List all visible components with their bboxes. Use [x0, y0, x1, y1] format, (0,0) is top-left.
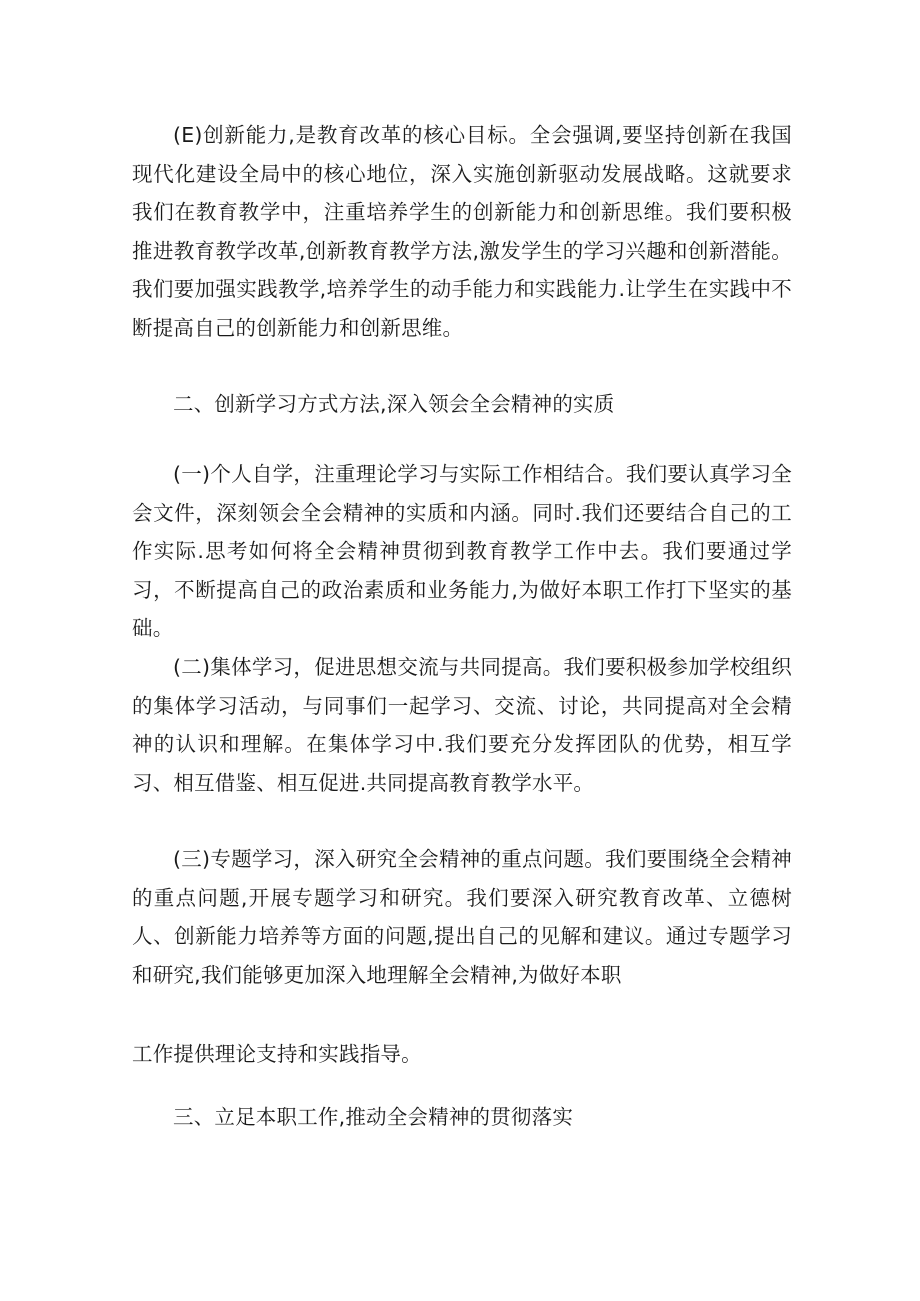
paragraph-topic-study: (三)专题学习，深入研究全会精神的重点问题。我们要围绕全会精神的重点问题,开展专题学习和研究。我们要深入研究教育改革、立德树人、创新能力培养等方面的问题,提出自己的见解和建议。通过专题学习和研究,我们能够更加深入地理解全会精神,为做好本职	[132, 847, 792, 987]
section-heading-2: 二、创新学习方式方法,深入领会全会精神的实质	[173, 392, 615, 416]
paragraph-innovation-ability: (E)创新能力,是教育改革的核心目标。全会强调,要坚持创新在我国现代化建设全局中的核心地位，深入实施创新驱动发展战略。这就要求我们在教育教学中，注重培养学生的创新能力和创新思维。我们要积极推进教育教学改革,创新教育教学方法,激发学生的学习兴趣和创新潜能。我们要加强实践教学,培养学生的动手能力和实践能力.让学生在实践中不断提高自己的创新能力和创新思维。	[132, 123, 792, 340]
paragraph-group-study: (二)集体学习，促进思想交流与共同提高。我们要积极参加学校组织的集体学习活动，与同事们一起学习、交流、讨论，共同提高对全会精神的认识和理解。在集体学习中.我们要充分发挥团队的优势，相互学习、相互借鉴、相互促进.共同提高教育教学水平。	[132, 655, 792, 795]
paragraph-self-study: (一)个人自学，注重理论学习与实际工作相结合。我们要认真学习全会文件，深刻领会全会精神的实质和内涵。同时.我们还要结合自己的工作实际.思考如何将全会精神贯彻到教育教学工作中去。我们要通过学习，不断提高自己的政治素质和业务能力,为做好本职工作打下坚实的基础。	[132, 462, 792, 640]
section-heading-3: 三、立足本职工作,推动全会精神的贯彻落实	[173, 1105, 574, 1129]
paragraph-topic-study-continued: 工作提供理论支持和实践指导。	[132, 1042, 422, 1066]
